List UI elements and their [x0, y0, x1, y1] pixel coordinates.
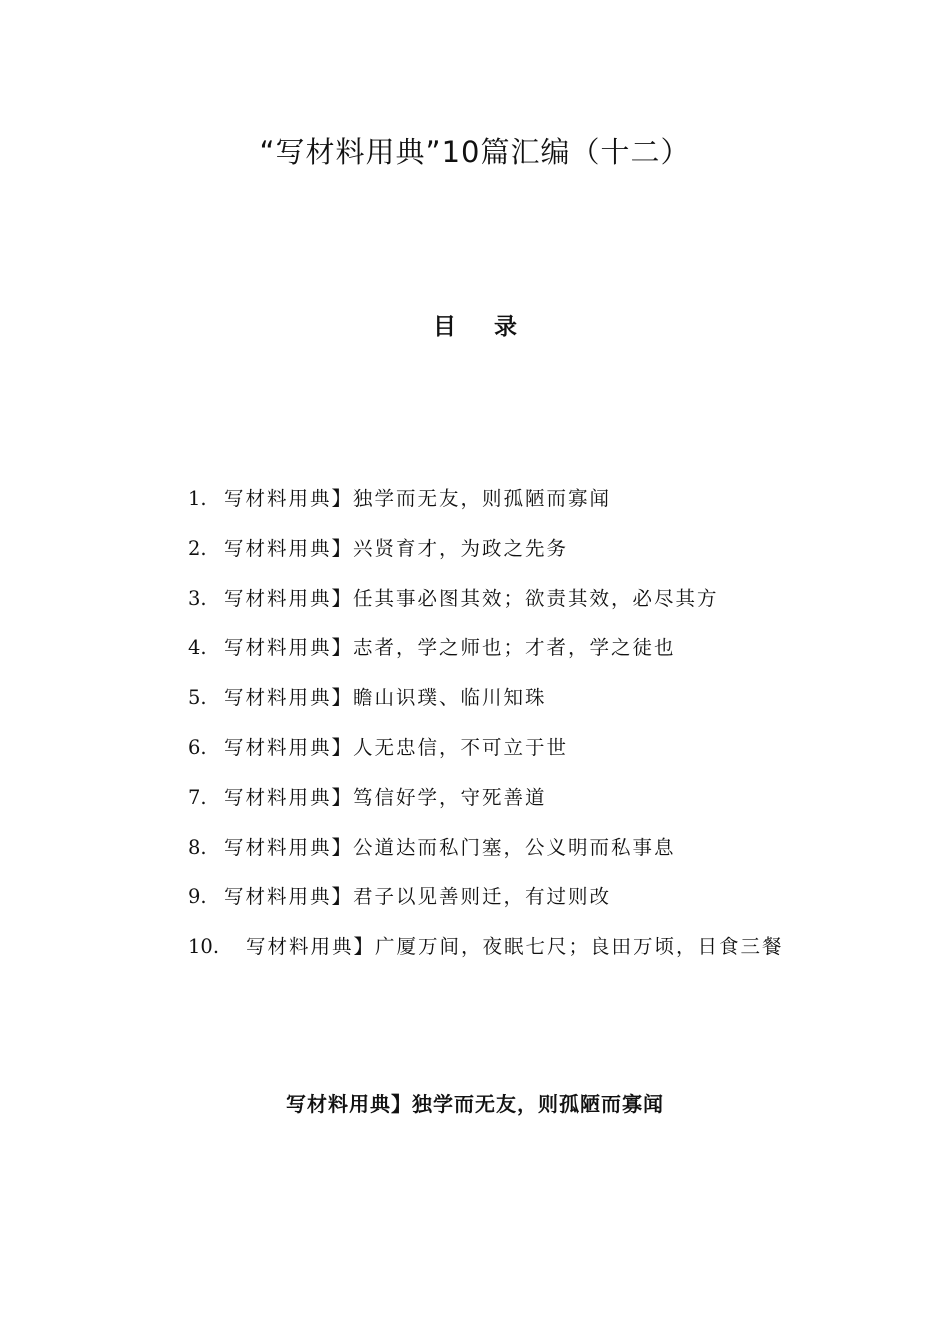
toc-item	[188, 881, 784, 931]
toc-item-number: 1.	[188, 487, 207, 510]
table-of-contents	[188, 483, 784, 981]
toc-item	[188, 583, 784, 633]
toc-item-text: 写材料用典】志者，学之师也；才者，学之徒也	[224, 636, 676, 660]
toc-item-text: 写材料用典】广厦万间，夜眠七尺；良田万顷，日食三餐	[246, 935, 784, 959]
toc-item	[188, 632, 784, 682]
toc-item-number: 6.	[188, 735, 207, 759]
toc-item-number: 10.	[188, 935, 220, 959]
toc-item-text: 写材料用典】笃信好学，守死善道	[224, 785, 547, 809]
toc-item-text: 写材料用典】君子以见善则迁，有过则改	[224, 885, 612, 909]
toc-item-text: 写材料用典】独学而无友，则孤陋而寡闻	[224, 487, 612, 510]
toc-item-number: 2.	[188, 536, 207, 560]
toc-item	[188, 931, 784, 981]
toc-item	[188, 832, 784, 882]
toc-item	[188, 533, 784, 583]
toc-item-number: 3.	[188, 586, 207, 610]
section-heading: 写材料用典】独学而无友，则孤陋而寡闻	[286, 1092, 664, 1116]
toc-item-number: 9.	[188, 885, 207, 909]
toc-item	[188, 732, 784, 782]
toc-item-number: 7.	[188, 785, 207, 809]
toc-item-number: 4.	[188, 636, 207, 660]
toc-item-text: 写材料用典】公道达而私门塞，公义明而私事息	[224, 835, 676, 859]
toc-item-text: 写材料用典】任其事必图其效；欲责其效，必尽其方	[224, 586, 719, 610]
toc-item-text: 写材料用典】人无忠信，不可立于世	[224, 735, 569, 759]
toc-item	[188, 682, 784, 732]
toc-item-number: 5.	[188, 686, 207, 710]
toc-item	[188, 483, 784, 533]
toc-item	[188, 782, 784, 832]
toc-item-text: 写材料用典】兴贤育才，为政之先务	[224, 536, 569, 560]
toc-item-number: 8.	[188, 835, 207, 859]
toc-item-text: 写材料用典】瞻山识璞、临川知珠	[224, 686, 547, 710]
toc-heading: 目录	[433, 314, 555, 340]
document-title: “写材料用典”10篇汇编（十二）	[259, 135, 691, 169]
